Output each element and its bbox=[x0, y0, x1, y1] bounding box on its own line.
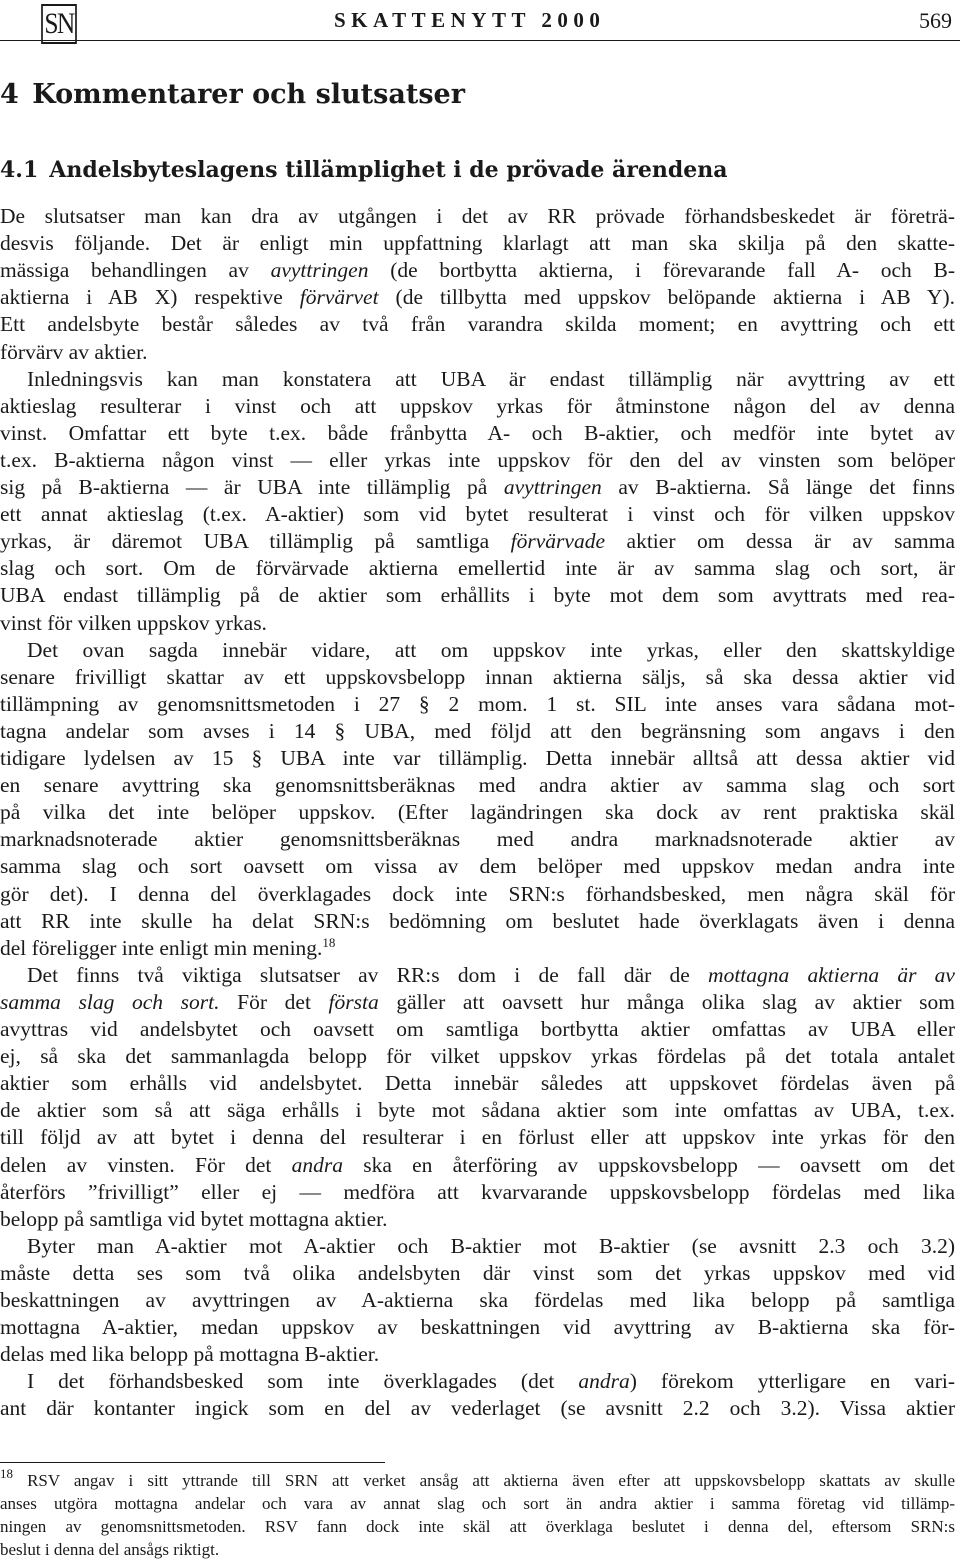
italic-text: mottagna aktierna är av bbox=[708, 962, 955, 987]
text-line bbox=[0, 1314, 955, 1341]
footnote-text: anses utgöra mottagna andelar och vara av annat slag och sort än andra aktier i samma företag vid tillämp- bbox=[0, 1494, 955, 1513]
footnote-text: beslut i denna del ansågs riktigt. bbox=[0, 1540, 220, 1559]
text-span: tagna andelar som avses i 14 § UBA, med följd att den begränsning som angavs i den bbox=[0, 718, 955, 743]
text-span: till följd av att bytet i denna del resulterar i en förlust eller att uppskov inte yrkas för den bbox=[0, 1125, 955, 1150]
text-span: desvis följande. Det är enligt min uppfattning klarlagt att man ska skilja på den skatte- bbox=[0, 231, 955, 256]
italic-text: andra bbox=[291, 1152, 344, 1177]
text-line bbox=[0, 772, 955, 799]
text-line bbox=[0, 799, 955, 826]
text-line bbox=[0, 664, 955, 691]
text-line bbox=[0, 1179, 955, 1206]
italic-text: avyttringen bbox=[270, 258, 369, 283]
text-line bbox=[0, 420, 955, 447]
text-line bbox=[27, 366, 955, 393]
text-span: förvärv av aktier. bbox=[0, 339, 148, 364]
italic-text: första bbox=[328, 989, 379, 1014]
text-line bbox=[0, 826, 955, 853]
text-span: (de bortbytta aktierna, i förevarande fall A- och B- bbox=[368, 258, 955, 283]
text-line bbox=[0, 908, 955, 935]
text-line bbox=[0, 1124, 955, 1151]
text-span: senare frivilligt skattar av ett uppskovsbelopp innan aktierna säljs, så ska dessa aktier vid bbox=[0, 664, 955, 689]
text-span: Det finns två viktiga slutsatser av RR:s dom i de fall där de bbox=[27, 962, 709, 987]
text-span: slag och sort. Om de förvärvade aktierna emellertid inte är av samma slag och sort, är bbox=[0, 556, 955, 581]
text-line bbox=[27, 1233, 955, 1260]
text-line bbox=[27, 1368, 955, 1395]
text-span: aktieslag resulterar i vinst och att uppskov yrkas för åtminstone någon del av denna bbox=[0, 393, 955, 418]
footnote-ref: 18 bbox=[322, 934, 336, 950]
text-span: belopp på samtliga vid bytet mottagna aktier. bbox=[0, 1206, 388, 1231]
text-line bbox=[0, 1016, 955, 1043]
italic-text: förvärvet bbox=[299, 285, 379, 310]
header-rule bbox=[0, 40, 960, 41]
text-line bbox=[0, 555, 955, 582]
footnote-text: RSV angav i sitt yttrande till SRN att verket ansåg att aktierna även efter att uppskovsbelopp skattats av skulle bbox=[13, 1471, 955, 1490]
text-span: måste detta ses som två olika andelsbyten där vinst som det yrkas uppskov med vid bbox=[0, 1260, 955, 1285]
italic-text: avyttringen bbox=[503, 475, 602, 499]
text-span: mottagna A-aktier, medan uppskov av beskattningen vid avyttring av B-aktierna ska för- bbox=[0, 1315, 955, 1340]
text-span: samma slag och sort oavsett om vissa av dem belöper med uppskov medan andra inte bbox=[0, 854, 955, 879]
text-span: tillämpning av genomsnittsmetoden i 27 § 2 mom. 1 st. SIL inte anses vara sådana mot- bbox=[0, 691, 955, 716]
page-number: 569 bbox=[919, 8, 952, 33]
text-span: aktier som erhålls vid andelsbytet. Detta innebär således att uppskovet fördelas även på bbox=[0, 1071, 955, 1096]
text-line bbox=[0, 203, 955, 230]
footnote-line bbox=[0, 1466, 955, 1492]
running-title: SKATTENYTT 2000 bbox=[334, 8, 606, 32]
footnote-number: 18 bbox=[0, 1466, 13, 1481]
text-line bbox=[0, 1043, 955, 1070]
italic-text: samma slag och sort. bbox=[0, 989, 220, 1014]
text-line bbox=[0, 881, 955, 908]
text-line bbox=[0, 745, 955, 772]
text-line bbox=[0, 393, 955, 420]
text-span: vinst. Omfattar ett byte t.ex. både frånbytta A- och B-aktier, och medför inte bytet av bbox=[0, 420, 955, 445]
text-line bbox=[0, 989, 955, 1016]
italic-text: andra bbox=[578, 1369, 630, 1394]
text-span: på vilka det inte belöper uppskov. (Efter lagändringen ska dock av rent praktiska skäl bbox=[0, 800, 955, 825]
text-span: I det förhandsbesked som inte överklagades (det bbox=[27, 1369, 579, 1394]
text-span: delen av vinsten. För det bbox=[0, 1152, 292, 1177]
text-line bbox=[0, 718, 955, 745]
text-line bbox=[0, 257, 955, 284]
text-span: mässiga behandlingen av bbox=[0, 258, 271, 283]
text-span: aktierna i AB X) respektive bbox=[0, 285, 300, 310]
text-line bbox=[0, 1206, 955, 1233]
text-line bbox=[0, 501, 955, 528]
text-span: ett annat aktieslag (t.ex. A-aktier) som vid bytet resulterat i vinst och för vilken uppskov bbox=[0, 502, 955, 527]
text-line bbox=[0, 230, 955, 257]
text-line bbox=[0, 1287, 955, 1314]
text-line bbox=[0, 311, 955, 338]
text-span: gör det). I denna del överklagades dock inte SRN:s förhandsbesked, men några skäl för bbox=[0, 881, 955, 906]
text-span: ant där kontanter ingick som en del av vederlaget (se avsnitt 2.2 och 3.2). Vissa aktier bbox=[0, 1396, 955, 1421]
text-span: en senare avyttring ska genomsnittsberäknas med andra aktier av samma slag och sort bbox=[0, 773, 955, 798]
text-span: aktier om dessa är av samma bbox=[605, 529, 955, 554]
text-span: Byter man A-aktier mot A-aktier och B-aktier mot B-aktier (se avsnitt 2.3 och 3.2) bbox=[27, 1233, 955, 1258]
subsection-heading: 4.1 Andelsbyteslagens tillämplighet i de prövade ärendena bbox=[0, 157, 728, 183]
section-heading: 4 Kommentarer och slutsatser bbox=[0, 79, 465, 110]
text-span: att RR inte skulle ha delat SRN:s bedömning om beslutet hade överklagats även i denna bbox=[0, 908, 955, 933]
text-line bbox=[0, 1152, 955, 1179]
text-line bbox=[0, 474, 955, 501]
text-span: ska en återföring av uppskovsbelopp — oavsett om det bbox=[343, 1152, 955, 1177]
journal-logo: SN bbox=[41, 4, 77, 44]
text-span: del föreligger inte enligt min mening. bbox=[0, 935, 323, 960]
text-line bbox=[27, 637, 955, 664]
text-line bbox=[0, 610, 955, 637]
text-line bbox=[0, 284, 955, 311]
text-span: gäller att oavsett hur många olika slag av aktier som bbox=[378, 989, 956, 1014]
italic-text: förvärvade bbox=[510, 529, 606, 554]
text-line bbox=[0, 853, 955, 880]
text-line bbox=[0, 528, 955, 555]
text-span: t.ex. B-aktierna någon vinst — eller yrkas inte uppskov för den del av vinsten som belöper bbox=[0, 447, 955, 472]
text-span: (de tillbytta med uppskov belöpande aktierna i AB Y). bbox=[378, 285, 955, 310]
text-span: av B-aktierna. Så länge det finns bbox=[601, 475, 955, 499]
text-line bbox=[0, 582, 955, 609]
footnote-line bbox=[0, 1539, 955, 1561]
text-span: de aktier som så att säga erhålls i byte mot sådana aktier som inte omfattas av UBA, t.ex. bbox=[0, 1098, 955, 1123]
footnote-rule bbox=[0, 1462, 385, 1463]
text-line bbox=[27, 962, 955, 989]
text-span: yrkas, är däremot UBA tillämplig på samtliga bbox=[0, 529, 511, 554]
text-span: delas med lika belopp på mottagna B-aktier. bbox=[0, 1342, 380, 1367]
text-line bbox=[0, 1341, 955, 1368]
footnote-text: ningen av genomsnittsmetoden. RSV fann dock inte skäl att överklaga beslutet i denna del, eftersom SRN:s bbox=[0, 1517, 955, 1536]
text-line bbox=[0, 339, 955, 366]
text-span: vinst för vilken uppskov yrkas. bbox=[0, 610, 267, 635]
text-line bbox=[0, 935, 955, 962]
text-line bbox=[0, 1070, 955, 1097]
text-span: återförs ”frivilligt” eller ej — medföra att kvarvarande uppskovsbelopp fördelas med lika bbox=[0, 1179, 955, 1204]
text-line bbox=[0, 691, 955, 718]
text-span: sig på B-aktierna — är UBA inte tillämplig på bbox=[0, 475, 504, 499]
text-span: beskattningen av avyttringen av A-aktierna ska fördelas med lika belopp på samtliga bbox=[0, 1288, 955, 1312]
text-span: De slutsatser man kan dra av utgången i det av RR prövade förhandsbeskedet är företrä- bbox=[0, 204, 955, 228]
text-span: marknadsnoterade aktier genomsnittsberäknas med andra marknadsnoterade aktier av bbox=[0, 827, 955, 852]
text-span: För det bbox=[219, 989, 329, 1014]
text-span: Ett andelsbyte består således av två från varandra skilda moment; en avyttring och ett bbox=[0, 312, 955, 337]
text-line bbox=[0, 447, 955, 474]
text-span: Det ovan sagda innebär vidare, att om uppskov inte yrkas, eller den skattskyldige bbox=[27, 637, 955, 662]
text-line bbox=[0, 1260, 955, 1287]
text-line bbox=[0, 1097, 955, 1124]
text-span: avyttras vid andelsbytet och oavsett om samtliga bortbytta aktier omfattas av UBA eller bbox=[0, 1017, 955, 1041]
text-span: UBA endast tillämplig på de aktier som erhållits i byte mot dem som avyttrats med rea- bbox=[0, 583, 955, 608]
text-span: Inledningsvis kan man konstatera att UBA är endast tillämplig när avyttring av ett bbox=[27, 366, 955, 391]
text-line bbox=[0, 1395, 955, 1422]
text-span: ej, så ska det sammanlagda belopp för vilket uppskov yrkas fördelas på det totala antalet bbox=[0, 1044, 955, 1069]
text-span: tidigare lydelsen av 15 § UBA inte var tillämplig. Detta innebär alltså att dessa aktier vid bbox=[0, 746, 955, 770]
text-span: ) förekom ytterligare en vari- bbox=[629, 1369, 955, 1394]
footnote-line bbox=[0, 1493, 955, 1515]
footnote-line bbox=[0, 1516, 955, 1538]
